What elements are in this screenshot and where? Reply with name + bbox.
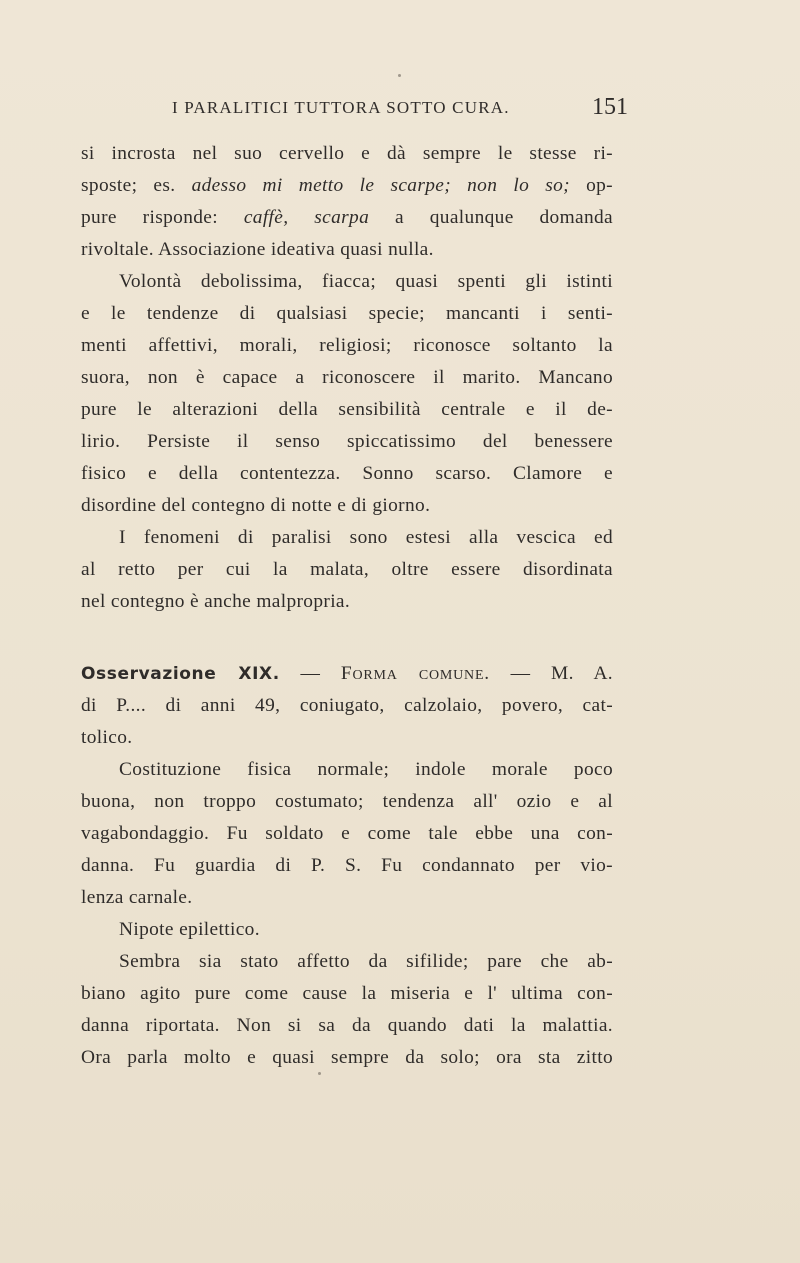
- text-line: rivoltale. Associazione ideativa quasi nulla.: [81, 239, 434, 260]
- text-line: Sembra sia stato affetto da sifilide; pare che ab-: [119, 951, 613, 972]
- text-line: Ora parla molto e quasi sempre da solo; ora sta zitto: [81, 1047, 613, 1068]
- text-line: danna riportata. Non si sa da quando dati la malattia.: [81, 1015, 613, 1036]
- text-line: Nipote epilettico.: [119, 919, 260, 940]
- text-line: Volontà debolissima, fiacca; quasi spenti gli istinti: [119, 271, 613, 292]
- text-line: buona, non troppo costumato; tendenza all' ozio e al: [81, 791, 613, 812]
- text-line: fisico e della contentezza. Sonno scarso. Clamore e: [81, 463, 613, 484]
- text-line: suora, non è capace a riconoscere il marito. Mancano: [81, 367, 613, 388]
- text-line: sposte; es. adesso mi metto le scarpe; non lo so; op-: [81, 175, 613, 196]
- observation-form: Forma comune.: [340, 663, 490, 684]
- text-line: pure le alterazioni della sensibilità centrale e il de-: [81, 399, 613, 420]
- text-line: di P.... di anni 49, coniugato, calzolaio, povero, cat-: [81, 695, 613, 716]
- observation-number: Osservazione XIX.: [81, 664, 280, 684]
- body-text: [81, 138, 613, 1074]
- text-line: pure risponde: caffè, scarpa a qualunque domanda: [81, 207, 614, 228]
- text-line: disordine del contegno di notte e di giorno.: [81, 495, 431, 516]
- text-line: lenza carnale.: [81, 887, 193, 908]
- text-line: I fenomeni di paralisi sono estesi alla vescica ed: [119, 527, 613, 548]
- paper-speck: [318, 1072, 321, 1075]
- text-line: e le tendenze di qualsiasi specie; mancanti i senti-: [81, 303, 613, 324]
- text-line: danna. Fu guardia di P. S. Fu condannato per vio-: [81, 855, 613, 876]
- text-line: si incrosta nel suo cervello e dà sempre le stesse ri-: [81, 143, 613, 164]
- text-line: tolico.: [81, 727, 133, 748]
- paper-speck: [398, 74, 401, 77]
- section-gap: [81, 618, 613, 658]
- text-line: Costituzione fisica normale; indole morale poco: [119, 759, 613, 780]
- observation-heading: Osservazione XIX. — Forma comune. — M. A.: [81, 663, 614, 684]
- text-line: al retto per cui la malata, oltre essere disordinata: [81, 559, 613, 580]
- text-line: lirio. Persiste il senso spiccatissimo del benessere: [81, 431, 613, 452]
- text-line: vagabondaggio. Fu soldato e come tale ebbe una con-: [81, 823, 613, 844]
- running-title: I PARALITICI TUTTORA SOTTO CURA.: [172, 98, 510, 117]
- text-line: biano agito pure come cause la miseria e l' ultima con-: [81, 983, 613, 1004]
- running-header: [172, 94, 628, 124]
- page-number: 151: [592, 94, 628, 120]
- text-line: menti affettivi, morali, religiosi; riconosce soltanto la: [81, 335, 613, 356]
- text-line: nel contegno è anche malpropria.: [81, 591, 351, 612]
